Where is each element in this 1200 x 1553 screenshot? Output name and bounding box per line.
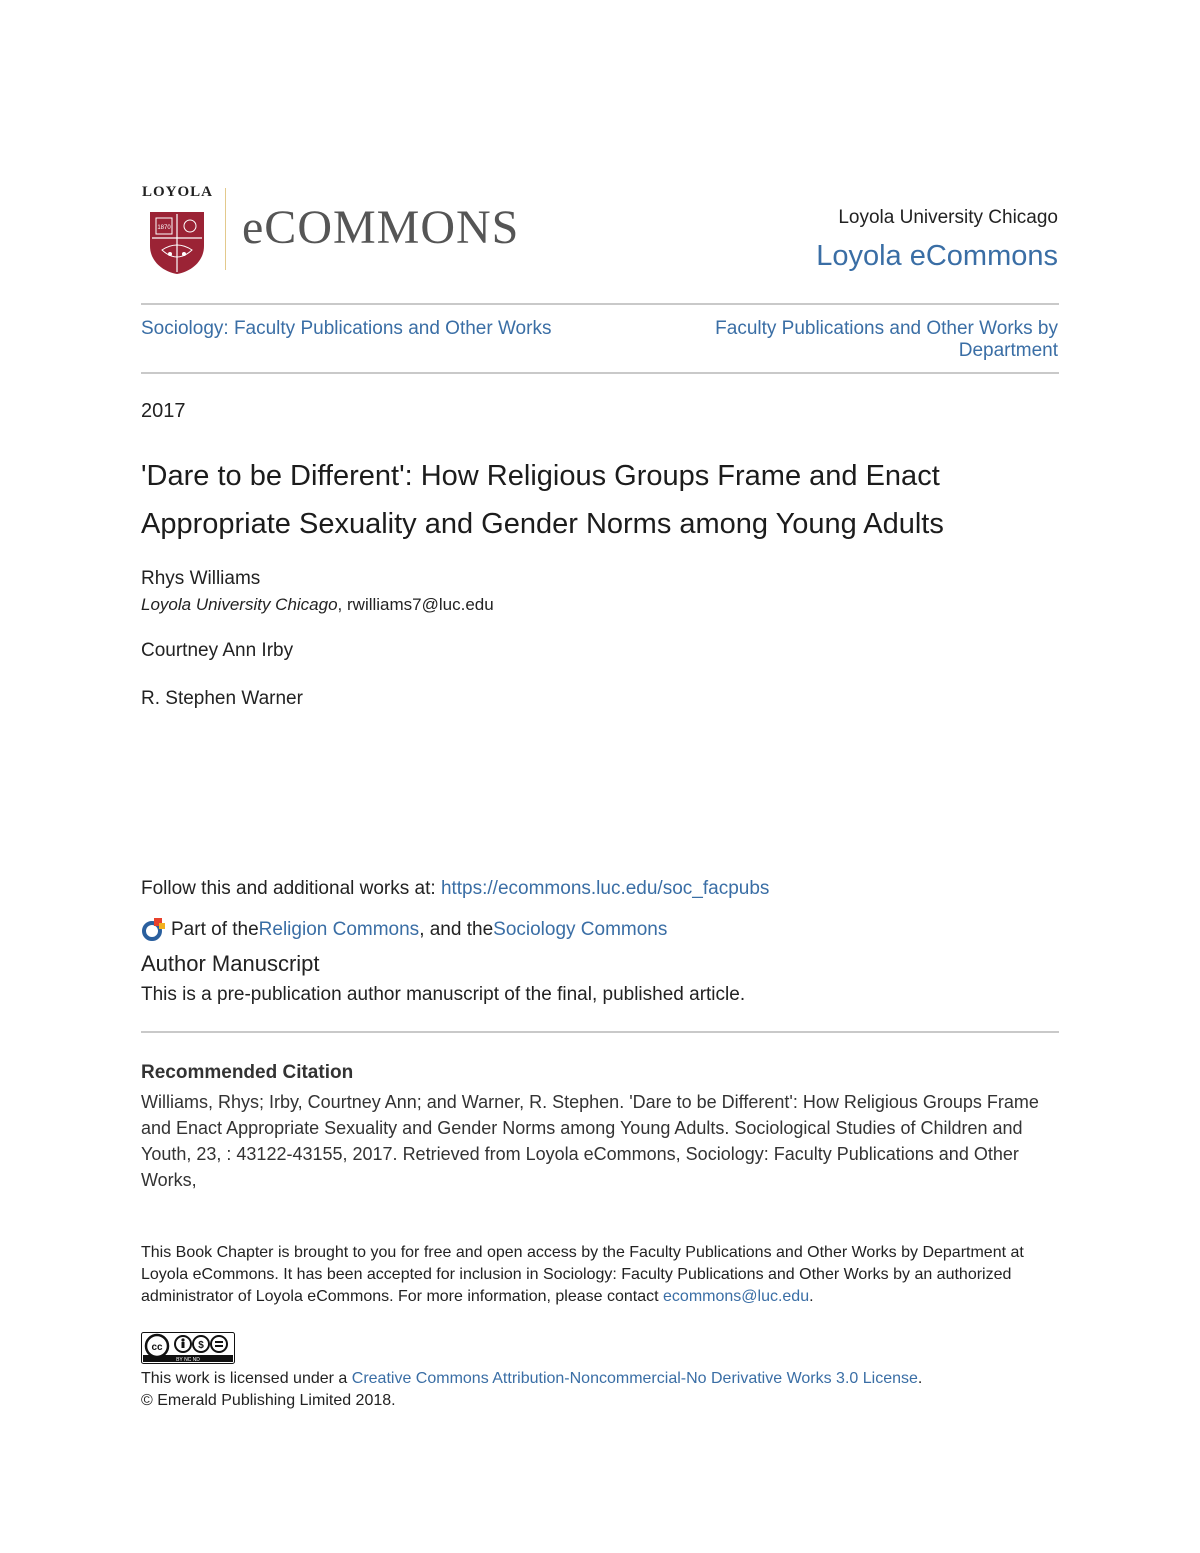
brand-divider — [225, 188, 226, 270]
divider-collections — [141, 372, 1059, 374]
license-suffix: . — [917, 1370, 923, 1387]
affiliation-email: rwilliams7@luc.edu — [347, 595, 494, 614]
contact-suffix: . — [809, 1288, 814, 1305]
manuscript-note: This is a pre-publication author manuscript of the final, published article. — [141, 984, 746, 1005]
university-seal-icon — [142, 208, 212, 276]
license-statement — [141, 1368, 922, 1412]
religion-commons-link[interactable]: Religion Commons — [258, 919, 420, 940]
cc-license-link[interactable]: Creative Commons Attribution-Noncommercial-No Derivative Works 3.0 License — [351, 1370, 918, 1387]
citation-heading: Recommended Citation — [141, 1062, 354, 1083]
copyright-line: © Emerald Publishing Limited 2018. — [141, 1392, 396, 1409]
series-url-link[interactable]: https://ecommons.luc.edu/soc_facpubs — [440, 878, 770, 899]
manuscript-heading: Author Manuscript — [141, 951, 320, 976]
license-line — [141, 1368, 922, 1390]
access-statement-text: This Book Chapter is brought to you for free and open access by the Faculty Publications and Other Works by Department at Loyola eCommons. It has been accepted for inclusion in Sociology: Faculty Publications and Other Works by an authorized administrator of Loyola eCommons. For more information, please contact — [141, 1244, 1024, 1305]
collection-link-department[interactable]: Faculty Publications and Other Works by Department — [715, 318, 1058, 361]
part-of-line — [141, 917, 667, 943]
ecommons-wordmark: eCOMMONS — [242, 201, 520, 254]
sociology-commons-link[interactable]: Sociology Commons — [493, 919, 668, 940]
author-name: Courtney Ann Irby — [141, 640, 294, 661]
citation-text: Williams, Rhys; Irby, Courtney Ann; and Warner, R. Stephen. 'Dare to be Different': How Religious Groups Frame and Enact Appropriate Sexuality and Gender Norms among Young Adults. Sociological Studies of Children and Youth, 23, : 43122-43155, 2017. Retrieved from Loyola eCommons, Sociology: Faculty Publications and Other Works, — [141, 1092, 1039, 1190]
author-name: Rhys Williams — [141, 568, 261, 589]
logo-year: 1870 — [157, 225, 171, 231]
follow-prefix: Follow this and additional works at: — [141, 878, 441, 899]
part-of-middle: , and the — [419, 919, 494, 940]
affiliation-separator: , — [337, 595, 347, 614]
part-of-prefix: Part of the — [171, 919, 259, 940]
network-logo-icon — [141, 917, 167, 943]
svg-text:$: $ — [198, 1340, 204, 1351]
svg-text:cc: cc — [151, 1342, 163, 1353]
logo-wordmark: LOYOLA — [142, 184, 214, 200]
affiliation-institution: Loyola University Chicago — [141, 595, 338, 614]
author-name: R. Stephen Warner — [141, 688, 303, 709]
paper-title: 'Dare to be Different': How Religious Groups Frame and Enact Appropriate Sexuality and Gender Norms among Young Adults — [141, 460, 944, 540]
cc-license-badge-icon[interactable] — [141, 1332, 235, 1364]
publication-year: 2017 — [141, 400, 186, 422]
divider-citation — [141, 1031, 1059, 1033]
loyola-logo — [142, 184, 232, 274]
cc-badge-text: BY NC ND — [176, 1357, 200, 1363]
access-statement — [141, 1242, 1041, 1308]
follow-line — [141, 878, 769, 900]
repository-link[interactable]: Loyola eCommons — [816, 240, 1058, 272]
collection-link-sociology[interactable]: Sociology: Faculty Publications and Other Works — [141, 318, 552, 339]
license-prefix: This work is licensed under a — [141, 1370, 352, 1387]
institution-name: Loyola University Chicago — [838, 207, 1058, 228]
divider-top — [141, 303, 1059, 305]
author-affiliation — [141, 595, 494, 615]
contact-email-link[interactable]: ecommons@luc.edu — [663, 1288, 810, 1305]
